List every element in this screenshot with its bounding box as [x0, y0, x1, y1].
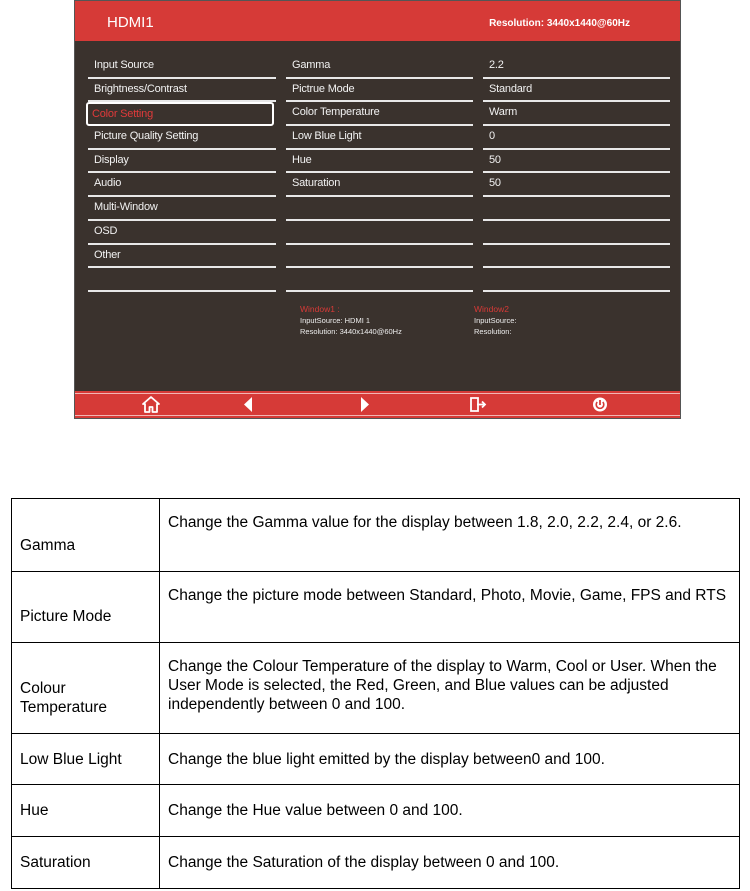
window1-title: Window1 : — [300, 304, 340, 314]
window1-info — [300, 304, 402, 337]
table-row — [12, 837, 740, 889]
row-description: Change the Saturation of the display between 0 and 100. — [160, 837, 740, 889]
window2-title: Window2 — [474, 304, 509, 314]
resolution-readout: Resolution: 3440x1440@60Hz — [489, 18, 630, 29]
row-description: Change the Hue value between 0 and 100. — [160, 785, 740, 837]
settings-list — [286, 55, 473, 292]
table-row — [12, 734, 740, 785]
row-name: Saturation — [12, 837, 160, 889]
row-name: Picture Mode — [12, 572, 160, 643]
table-row — [12, 499, 740, 572]
menu-item-multi-window[interactable]: Multi-Window — [88, 197, 276, 221]
menu-item-other[interactable]: Other — [88, 245, 276, 269]
window2-input-source: InputSource: — [474, 316, 517, 325]
setting-low-blue-light[interactable]: Low Blue Light — [286, 126, 473, 150]
menu-item-brightness-contrast[interactable]: Brightness/Contrast — [88, 79, 276, 103]
menu-item-empty — [88, 268, 276, 292]
setting-saturation[interactable]: Saturation — [286, 173, 473, 197]
setting-empty — [286, 197, 473, 221]
menu-item-picture-quality[interactable]: Picture Quality Setting — [88, 126, 276, 150]
row-description: Change the picture mode between Standard, Photo, Movie, Game, FPS and RTS — [160, 572, 740, 643]
window2-info — [474, 304, 517, 337]
values-list — [483, 55, 670, 292]
value-saturation: 50 — [483, 173, 670, 197]
row-name: Low Blue Light — [12, 734, 160, 785]
value-empty — [483, 197, 670, 221]
setting-hue[interactable]: Hue — [286, 150, 473, 174]
setting-picture-mode[interactable]: Pictrue Mode — [286, 79, 473, 103]
value-low-blue-light: 0 — [483, 126, 670, 150]
value-empty — [483, 268, 670, 292]
value-color-temperature: Warm — [483, 102, 670, 126]
window1-input-source: InputSource: HDMI 1 — [300, 316, 371, 325]
row-name: Hue — [12, 785, 160, 837]
menu-item-color-setting[interactable]: Color Setting — [86, 102, 274, 126]
menu-item-input-source[interactable]: Input Source — [88, 55, 276, 79]
row-description: Change the Gamma value for the display between 1.8, 2.0, 2.2, 2.4, or 2.6. — [160, 499, 740, 572]
osd-header — [75, 1, 680, 41]
main-menu — [88, 55, 276, 292]
row-name: Colour Temperature — [12, 643, 160, 734]
value-picture-mode: Standard — [483, 79, 670, 103]
row-name: Gamma — [12, 499, 160, 572]
menu-item-audio[interactable]: Audio — [88, 173, 276, 197]
value-empty — [483, 221, 670, 245]
setting-empty — [286, 268, 473, 292]
row-description: Change the blue light emitted by the display between0 and 100. — [160, 734, 740, 785]
settings-description-table — [11, 498, 740, 889]
power-icon[interactable] — [591, 396, 609, 413]
menu-item-osd[interactable]: OSD — [88, 221, 276, 245]
setting-empty — [286, 221, 473, 245]
osd-screenshot — [74, 0, 681, 419]
input-source-title: HDMI1 — [107, 14, 154, 31]
window2-resolution: Resolution: — [474, 327, 512, 336]
value-hue: 50 — [483, 150, 670, 174]
exit-icon[interactable] — [469, 396, 487, 413]
table-row — [12, 572, 740, 643]
home-icon[interactable] — [142, 396, 160, 413]
left-arrow-icon[interactable] — [239, 396, 257, 413]
table-row — [12, 785, 740, 837]
window1-resolution: Resolution: 3440x1440@60Hz — [300, 327, 402, 336]
value-empty — [483, 245, 670, 269]
value-gamma: 2.2 — [483, 55, 670, 79]
menu-item-display[interactable]: Display — [88, 150, 276, 174]
setting-color-temperature[interactable]: Color Temperature — [286, 102, 473, 126]
setting-gamma[interactable]: Gamma — [286, 55, 473, 79]
setting-empty — [286, 245, 473, 269]
osd-footer — [75, 391, 680, 418]
table-row — [12, 643, 740, 734]
row-description: Change the Colour Temperature of the display to Warm, Cool or User. When the User Mode is selected, the Red, Green, and Blue values can be adjusted independently between 0 and 100. — [160, 643, 740, 734]
right-arrow-icon[interactable] — [356, 396, 374, 413]
